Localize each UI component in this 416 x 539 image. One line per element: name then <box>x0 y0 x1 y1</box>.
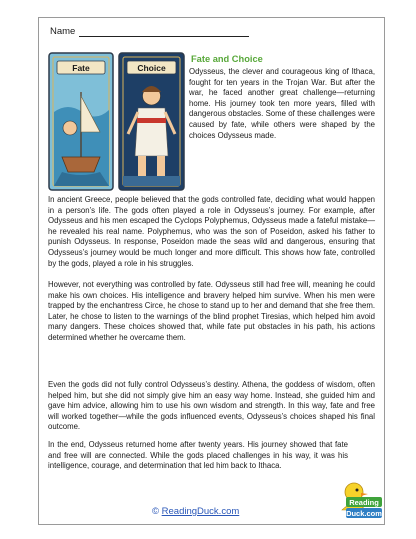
name-label: Name <box>50 26 76 37</box>
paragraph-4: Even the gods did not fully control Odysseus’s destiny. Athena, the goddess of wisdom, often helped him, but she did not simply give him an easy way home. Instead, she guided him and gave him advice, allowing him to use his own wisdom and strength. In this way, fate and free will worked together—while the gods influenced events, Odysseus’s choices shaped his final outcome. <box>48 380 375 432</box>
footer-link[interactable] <box>152 506 239 517</box>
fate-card <box>49 53 113 190</box>
choice-card <box>119 53 184 190</box>
fate-choice-cards-illustration <box>48 52 185 191</box>
fate-card-label: Fate <box>72 63 90 73</box>
choice-card-label: Choice <box>137 63 166 73</box>
copyright-symbol: © <box>152 506 159 517</box>
logo-line-2: Duck.com <box>346 509 382 518</box>
article-title: Fate and Choice <box>191 54 263 64</box>
worksheet-page <box>38 17 385 525</box>
readingduck-logo <box>336 480 382 520</box>
logo-line-1: Reading <box>349 498 379 507</box>
paragraph-1: Odysseus, the clever and courageous king of Ithaca, fought for ten years in the Trojan War. But after the war, he faced another great challenge—returning home. His journey took ten more years, filled with dangerous obstacles. Some of these challenges were caused by fate, while others were shaped by the choices Odysseus made. <box>189 67 375 140</box>
paragraph-5: In the end, Odysseus returned home after twenty years. His journey showed that fate and free will are connected. While the gods placed challenges in his way, it was his intelligence, courage, and determination that led him back to Ithaca. <box>48 440 348 471</box>
name-row <box>50 26 249 37</box>
name-line <box>79 26 249 37</box>
site-link[interactable]: ReadingDuck.com <box>161 506 240 517</box>
paragraph-3: However, not everything was controlled by fate. Odysseus still had free will, meaning he could make his own choices. His intelligence and bravery helped him survive. When his men were trapped by the enchantress Circe, he chose to stand up to her and demand that she free them. Later, he chose to listen to the warnings of the blind prophet Tiresias, which helped him avoid many dangers. These choices showed that, while fate put obstacles in his path, his actions determined whether he overcame them. <box>48 280 375 342</box>
paragraph-2: In ancient Greece, people believed that the gods controlled fate, deciding what would happen in a person’s life. The gods often played a role in Odysseus’s journey. For example, after Odysseus and his men escaped the Cyclops Polyphemus, Odysseus made a fateful mistake—he revealed his real name. Polyphemus, who was the son of Poseidon, asked his father to punish Odysseus. In response, Poseidon made the seas wild and dangerous, ensuring that Odysseus’s journey would be much longer and more difficult. This shows how fate, controlled by the gods, played a role in his struggles. <box>48 195 375 268</box>
